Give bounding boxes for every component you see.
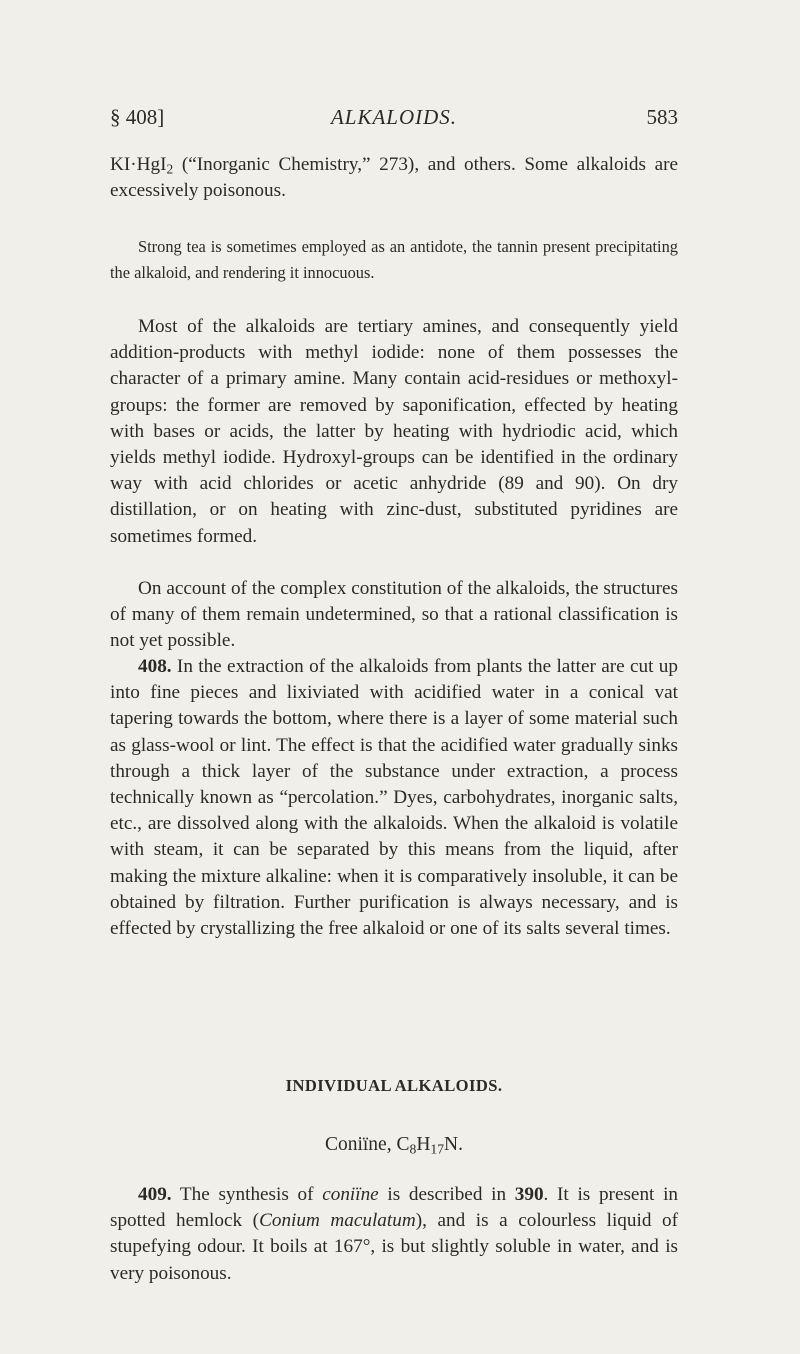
paragraph-text: KI·HgI$_2$ (“Inorganic Chemistry,” 273), and others. Some alkaloids are excessively poisonous. (110, 154, 678, 202)
page-number: 583 (646, 105, 678, 129)
paragraph-409 (110, 1182, 678, 1287)
cross-reference: 390 (514, 1184, 544, 1205)
section-marker: § 408] (110, 105, 165, 129)
paragraph-text: Most of the alkaloids are tertiary amines, and consequently yield addition-products with methyl iodide: none of them possesses the character of a primary amine. Many contain acid-residues or methoxyl-groups: the former are removed by saponification, effected by heating with bases or acids, the latter by heating with hydriodic acid, which yields methyl iodide. Hydroxyl-groups can be identified in the ordinary way with acid chlorides or acetic anhydride (89 and 90). On dry distillation, or on heating with zinc-dust, substituted pyridines are sometimes formed. (110, 316, 678, 547)
paragraph-text: 409. The synthesis of coniïne is described in 390. It is present in spotted hemlock (Conium maculatum), and is a colourless liquid of stupefying odour. It boils at 167°, is but slightly soluble in water, and is very poisonous. (110, 1184, 679, 1284)
paragraph-classification (110, 576, 678, 655)
paragraph-text: Strong tea is sometimes employed as an antidote, the tannin present precipitating the alkaloid, and rendering it innocuous. (110, 237, 678, 282)
section-heading: INDIVIDUAL ALKALOIDS. (285, 1076, 503, 1095)
paragraph-408 (110, 654, 678, 942)
running-head (110, 102, 678, 132)
paragraph-text: On account of the complex constitution of the alkaloids, the structures of many of them remain undetermined, so that a rational classification is not yet possible. (110, 578, 678, 652)
paragraph-continuation (110, 152, 678, 204)
running-title: ALKALOIDS. (330, 105, 458, 129)
small-print-paragraph (110, 234, 678, 286)
paragraph-amines (110, 314, 678, 550)
compound-heading: Coniïne, $C_8H_{17}N$. (324, 1134, 464, 1157)
section-number: 408. (138, 656, 172, 677)
section-number: 409. (138, 1184, 172, 1205)
paragraph-text: 408. In the extraction of the alkaloids from plants the latter are cut up into fine pieces and lixiviated with acidified water in a conical vat tapering towards the bottom, where there is a layer of some material such as glass-wool or lint. The effect is that the acidified water gradually sinks through a thick layer of the substance under extraction, a process technically known as “percolation.” Dyes, carbohydrates, inorganic salts, etc., are dissolved along with the alkaloids. When the alkaloid is volatile with steam, it can be separated by this means from the liquid, after making the mixture alkaline: when it is comparatively insoluble, it can be obtained by filtration. Further purification is always necessary, and is effected by crystallizing the free alkaloid or one of its salts several times. (110, 656, 678, 940)
